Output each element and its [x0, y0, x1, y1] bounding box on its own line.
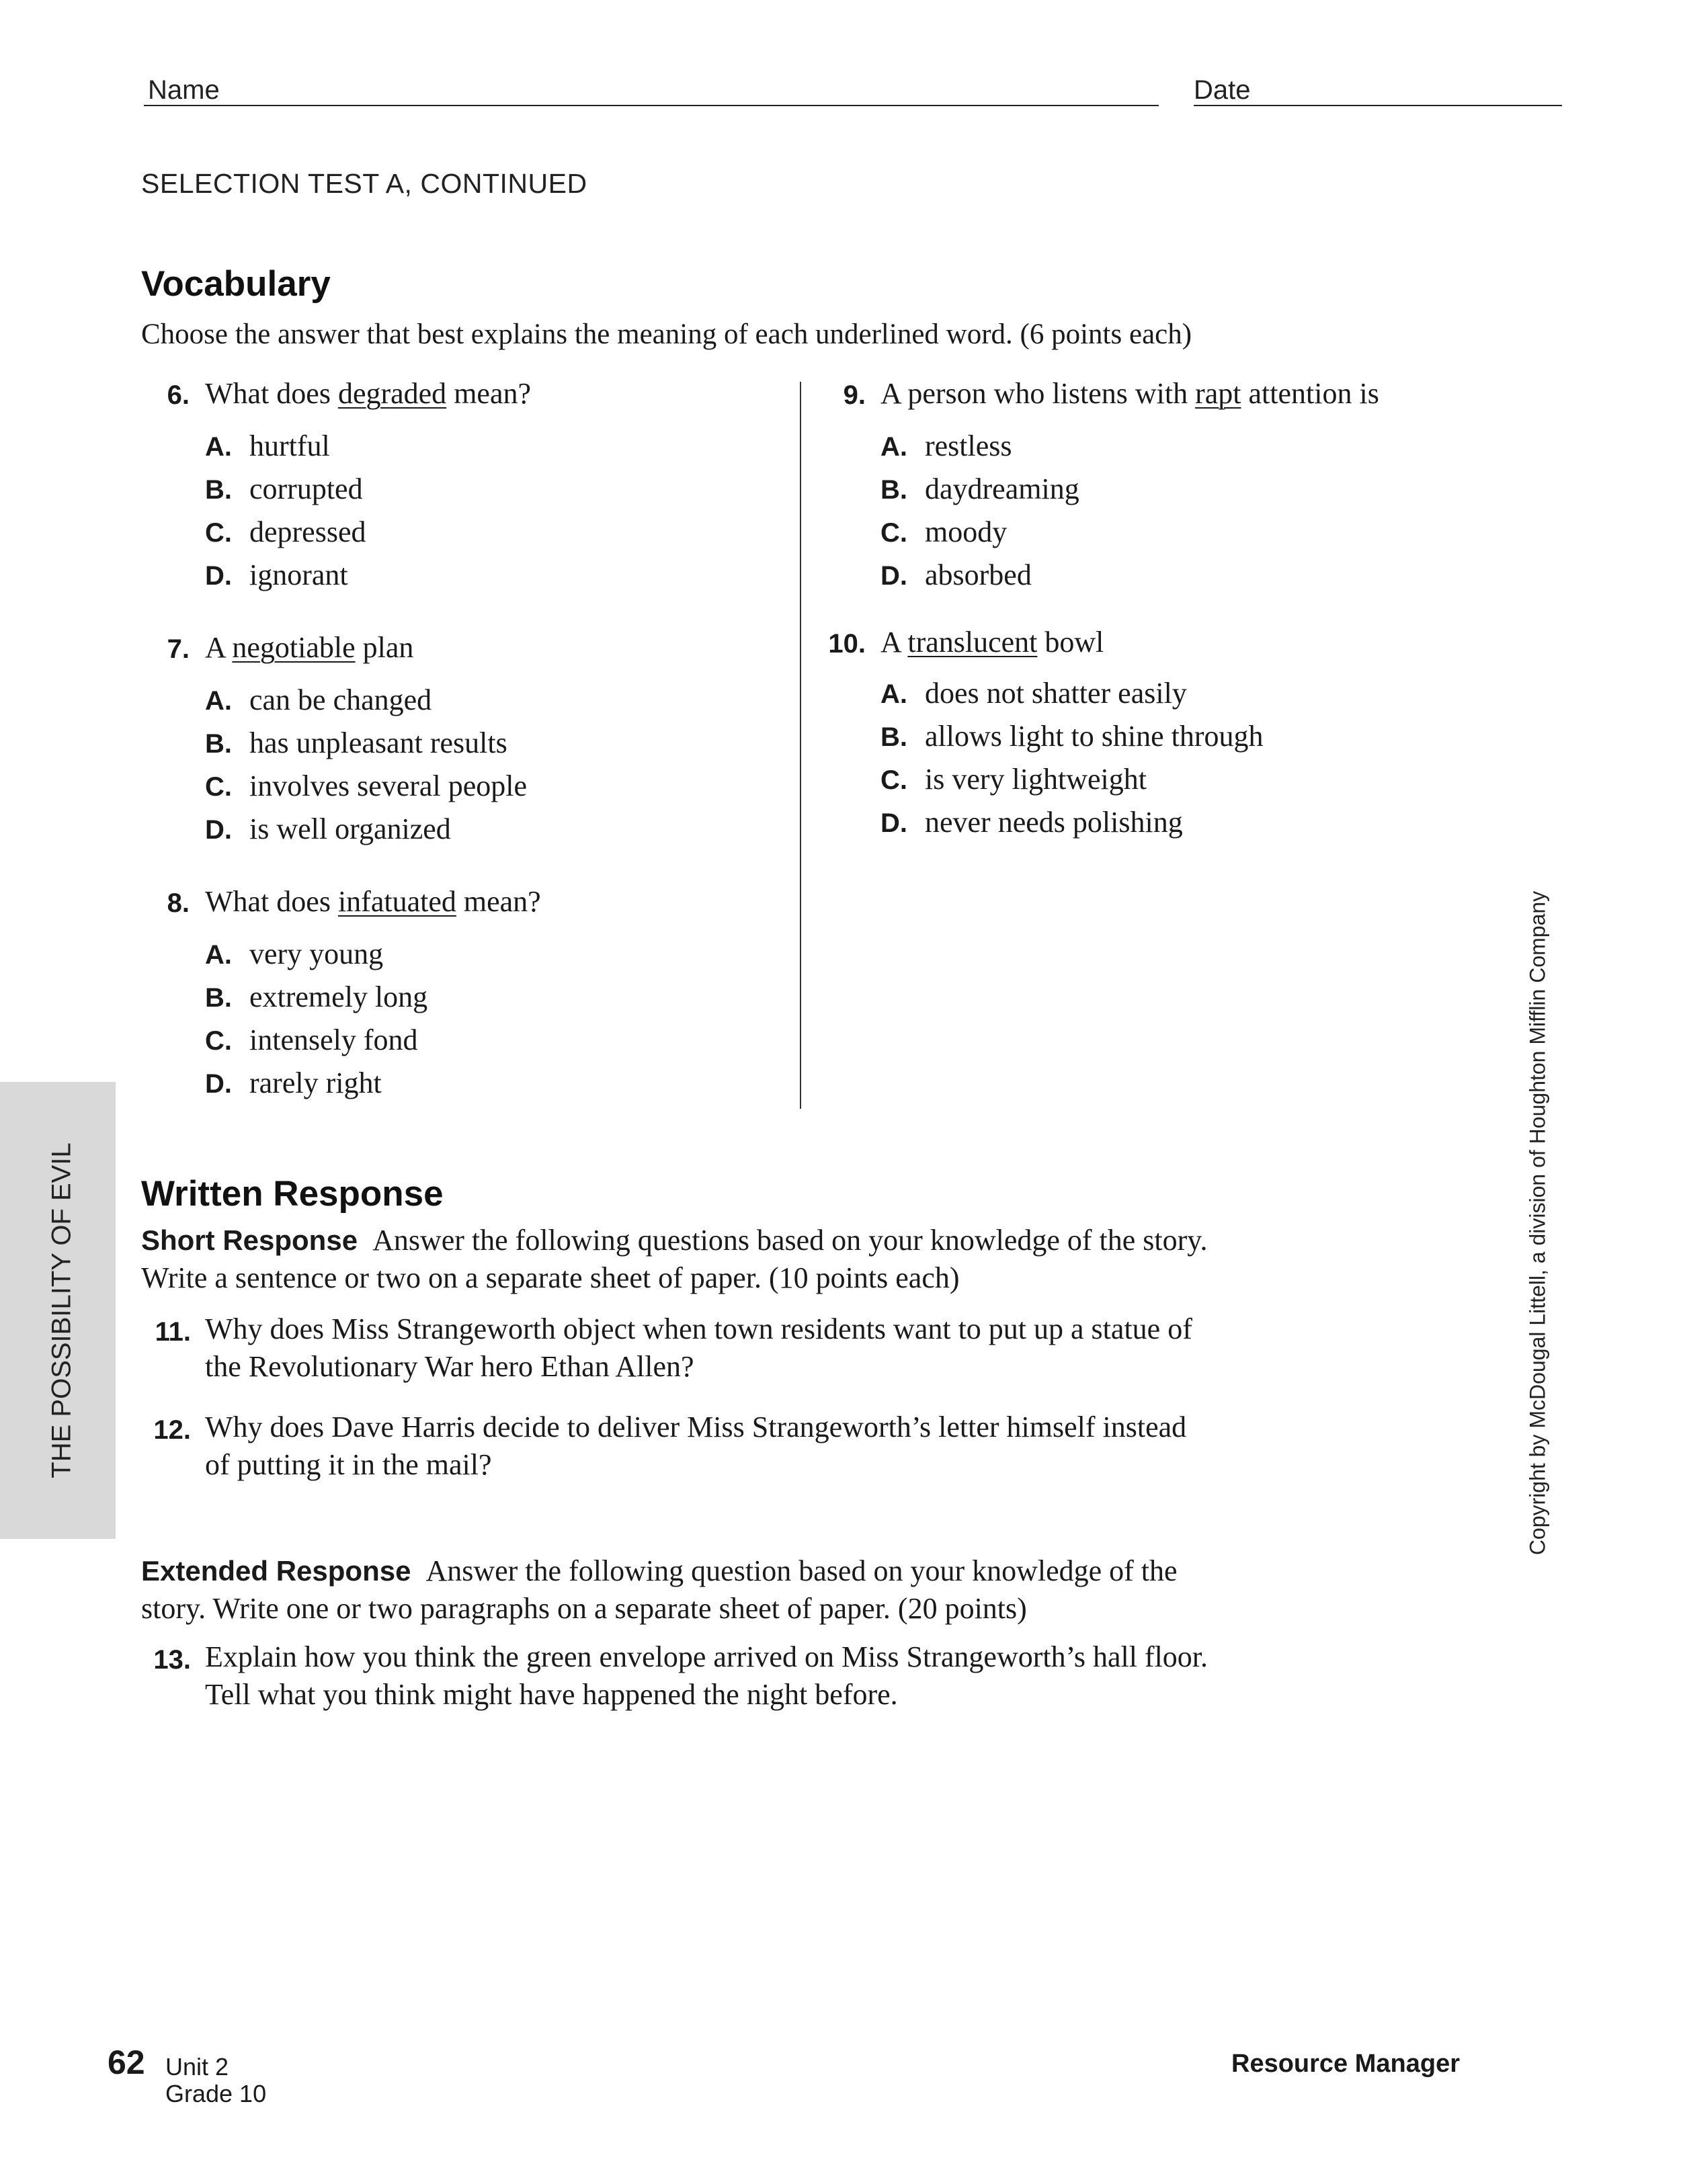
answer-option[interactable]: C. depressed — [205, 515, 366, 548]
written-response-title: Written Response — [141, 1174, 444, 1214]
question-number: 11. — [155, 1317, 191, 1347]
side-tab-title: THE POSSIBILITY OF EVIL — [46, 1142, 77, 1478]
vocabulary-instructions: Choose the answer that best explains the meaning of each underlined word. (6 points each) — [141, 319, 1192, 350]
name-line[interactable] — [144, 105, 1159, 106]
underlined-word: degraded — [337, 377, 447, 410]
answer-option[interactable]: B. daydreaming — [880, 472, 1079, 505]
short-response-label: Short Response — [141, 1224, 358, 1256]
question-number: 6. — [167, 380, 190, 410]
underlined-word: rapt — [1195, 377, 1241, 410]
answer-option[interactable]: B. has unpleasant results — [205, 726, 507, 759]
date-line[interactable] — [1194, 105, 1562, 106]
answer-option[interactable]: C. intensely fond — [205, 1023, 418, 1056]
question-text: What does degraded mean? — [205, 377, 531, 410]
answer-option[interactable]: A. hurtful — [205, 429, 330, 462]
underlined-word: negotiable — [232, 631, 356, 664]
question-number: 10. — [828, 629, 866, 659]
answer-option[interactable]: A. very young — [205, 937, 384, 970]
question-number: 12. — [153, 1415, 191, 1445]
question-text: Explain how you think the green envelope arrived on Miss Strangeworth’s hall floor. Tell what you think might have happened the night before. — [205, 1640, 1208, 1711]
answer-option[interactable]: B. corrupted — [205, 472, 363, 505]
answer-option[interactable]: C. moody — [880, 515, 1008, 548]
unit-label: Unit 2 — [165, 2053, 229, 2081]
answer-option[interactable]: A. restless — [880, 429, 1012, 462]
unit-grade — [165, 2054, 266, 2107]
answer-option[interactable]: A. can be changed — [205, 683, 432, 716]
answer-option[interactable]: C. involves several people — [205, 769, 527, 802]
answer-option[interactable]: B. extremely long — [205, 980, 428, 1013]
column-divider — [800, 382, 801, 1109]
question-number: 9. — [843, 380, 866, 410]
resource-manager-label: Resource Manager — [1231, 2050, 1461, 2078]
answer-option[interactable]: D. rarely right — [205, 1066, 382, 1099]
underlined-word: infatuated — [337, 885, 456, 918]
answer-option[interactable]: D. absorbed — [880, 558, 1032, 591]
answer-option[interactable]: C. is very lightweight — [880, 763, 1147, 796]
extended-response-label: Extended Response — [141, 1555, 411, 1587]
question-number: 8. — [167, 888, 190, 918]
question-text: A negotiable plan — [205, 631, 414, 664]
question-text: Why does Miss Strangeworth object when town residents want to put up a statue of the Revolutionary War hero Ethan Allen? — [205, 1312, 1192, 1383]
selection-test-subheading: SELECTION TEST A, CONTINUED — [141, 168, 587, 199]
underlined-word: translucent — [907, 626, 1038, 659]
question-number: 7. — [167, 634, 190, 664]
copyright-notice: Copyright by McDougal Littell, a division of Houghton Mifflin Company — [1525, 890, 1550, 1556]
vocabulary-title: Vocabulary — [141, 264, 331, 304]
short-response-instructions: Short Response Answer the following questions based on your knowledge of the story. Write a sentence or two on a separate sheet of paper. (10 points each) — [141, 1224, 1208, 1294]
name-label: Name — [148, 75, 220, 105]
question-text: What does infatuated mean? — [205, 885, 541, 918]
answer-option[interactable]: B. allows light to shine through — [880, 720, 1264, 753]
answer-option[interactable]: D. is well organized — [205, 812, 451, 845]
question-number: 13. — [153, 1645, 191, 1675]
date-label: Date — [1194, 75, 1251, 105]
answer-option[interactable]: A. does not shatter easily — [880, 677, 1187, 710]
answer-option[interactable]: D. ignorant — [205, 558, 348, 591]
answer-option[interactable]: D. never needs polishing — [880, 806, 1183, 839]
question-text: A translucent bowl — [880, 626, 1104, 659]
question-text: A person who listens with rapt attention is — [880, 377, 1379, 410]
question-text: Why does Dave Harris decide to deliver Miss Strangeworth’s letter himself instead of putting it in the mail? — [205, 1411, 1187, 1481]
grade-label: Grade 10 — [165, 2080, 267, 2107]
extended-response-instructions: Extended Response Answer the following question based on your knowledge of the story. Write one or two paragraphs on a separate sheet of paper. (20 points) — [141, 1554, 1178, 1625]
page-number: 62 — [108, 2044, 145, 2081]
